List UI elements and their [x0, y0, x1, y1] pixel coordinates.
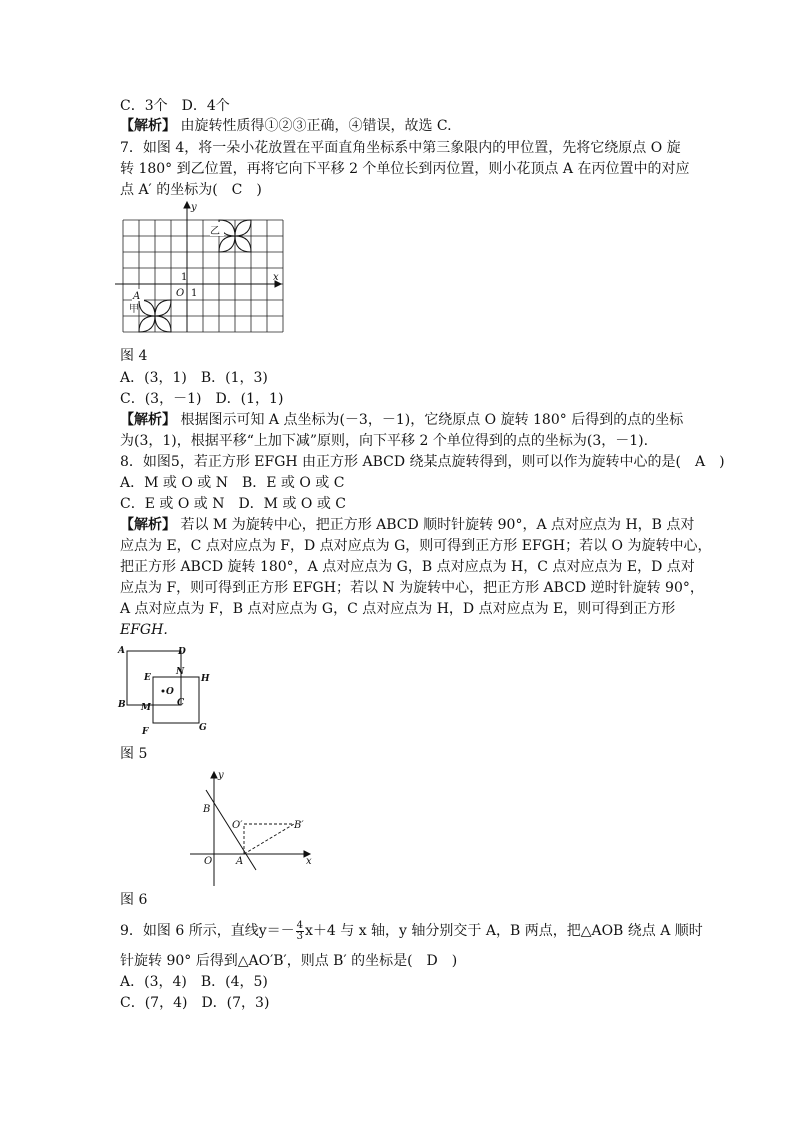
- fig4-unit-x: 1: [191, 288, 198, 299]
- fraction-denominator: 3: [296, 930, 303, 942]
- q9-stem-line2: 针旋转 90° 后得到△AO′B′，则点 B′ 的坐标是( D ): [120, 953, 458, 969]
- q7-stem-line1: 7．如图 4，将一朵小花放置在平面直角坐标系中第三象限内的甲位置，先将它绕原点 O 旋: [120, 140, 681, 156]
- label-b: B: [118, 700, 126, 710]
- q8-analysis-line5: A 点对应点为 F，B 点对应点为 G，C 点对应点为 H，D 点对应点为 E，则可得到正方形: [120, 601, 676, 617]
- fig4-yi-label: 乙: [210, 226, 220, 237]
- q7-stem-line3: 点 A′ 的坐标为( C ): [120, 182, 262, 198]
- fig4-x-label: x: [273, 272, 279, 283]
- analysis-tag: 【解析】: [120, 118, 176, 134]
- figure-4-grid: [115, 200, 285, 335]
- fig6-origin-label: O: [204, 856, 213, 867]
- label-g: G: [199, 723, 207, 733]
- q7-options-ab: A．(3，1) B．(1，3): [120, 370, 268, 386]
- fraction-four-thirds: [296, 921, 304, 942]
- fraction-numerator: 4: [296, 919, 303, 931]
- analysis-text: 由旋转性质得①②③正确，④错误，故选 C.: [180, 118, 452, 134]
- label-f: F: [142, 727, 149, 737]
- analysis-text: 根据图示可知 A 点坐标为(－3，－1)，它绕原点 O 旋转 180° 后得到的点的坐标: [180, 412, 684, 428]
- fig6-point-b: B: [203, 804, 211, 815]
- q8-options-cd: C．E 或 O 或 N D．M 或 O 或 C: [120, 496, 347, 512]
- figure-4-caption: 图 4: [120, 348, 148, 364]
- fig6-point-b-prime: B′: [294, 820, 304, 831]
- fig4-point-a: A: [133, 291, 141, 302]
- fig6-x-label: x: [306, 856, 312, 867]
- label-h: H: [201, 674, 210, 684]
- q7-options-cd: C．(3，－1) D．(1，1): [120, 391, 284, 407]
- label-a: A: [118, 646, 125, 656]
- fig4-y-label: y: [191, 202, 197, 213]
- fig4-unit-y: 1: [181, 272, 188, 283]
- q7-analysis-line2: 为(3，1)，根据平移“上加下减”原则，向下平移 2 个单位得到的点的坐标为(3，－1).: [120, 433, 649, 449]
- analysis-tag: 【解析】: [120, 517, 176, 533]
- q8-analysis-line4: 应点为 F，则可得到正方形 EFGH；若以 N 为旋转中心，把正方形 ABCD 逆时针旋转 90°，: [120, 580, 704, 596]
- fig6-y-label: y: [218, 770, 224, 781]
- q9-stem-post: x＋4 与 x 轴，y 轴分别交于 A，B 两点，把△AOB 绕点 A 顺时: [305, 923, 703, 939]
- analysis-tag: 【解析】: [120, 412, 176, 428]
- q6-options-cd: C．3个 D．4个: [120, 98, 230, 114]
- fig6-point-o-prime: O′: [232, 820, 243, 831]
- q7-stem-line2: 转 180° 到乙位置，再将它向下平移 2 个单位长到丙位置，则小花顶点 A 在丙位置中的对应: [120, 161, 690, 177]
- q8-analysis-line3: 把正方形 ABCD 旋转 180°，A 点对应点为 G，B 点对应点为 H，C 点对应点为 E，D 点对: [120, 559, 695, 575]
- figure-6-coordinate: [190, 766, 320, 888]
- q9-stem-line1: [120, 918, 703, 944]
- q9-options-ab: A．(3，4) B．(4，5): [120, 974, 268, 990]
- q8-stem: 8．如图5，若正方形 EFGH 由正方形 ABCD 绕某点旋转得到，则可以作为旋转中心的是( A ): [120, 454, 725, 470]
- label-o: O: [166, 687, 174, 697]
- figure-6-caption: 图 6: [120, 892, 148, 908]
- q8-analysis-line1: [120, 516, 694, 534]
- q9-stem-pre: 9．如图 6 所示，直线y＝－: [120, 923, 295, 939]
- figure-5-squares: [115, 643, 215, 738]
- figure-5-caption: 图 5: [120, 746, 148, 762]
- square-efgh: [153, 677, 199, 723]
- q7-analysis-line1: [120, 411, 683, 429]
- q8-analysis-line2: 应点为 E，C 点对应点为 F，D 点对应点为 G，则可得到正方形 EFGH；若以 O 为旋转中心，: [120, 538, 712, 554]
- label-c: C: [177, 698, 185, 708]
- label-m: M: [141, 703, 151, 713]
- label-e: E: [144, 673, 151, 683]
- label-d: D: [178, 647, 186, 657]
- q6-analysis: [120, 117, 452, 135]
- label-n: N: [176, 667, 185, 677]
- fig6-point-a: A: [236, 856, 244, 867]
- q9-options-cd: C．(7，4) D．(7，3): [120, 995, 270, 1011]
- q8-options-ab: A．M 或 O 或 N B．E 或 O 或 C: [120, 475, 345, 491]
- q8-analysis-line6: EFGH.: [120, 622, 168, 638]
- fig4-jia-label: 甲: [129, 304, 139, 315]
- fig4-origin-label: O: [176, 288, 185, 299]
- analysis-text: 若以 M 为旋转中心，把正方形 ABCD 顺时针旋转 90°，A 点对应点为 H，B 点对: [180, 517, 695, 533]
